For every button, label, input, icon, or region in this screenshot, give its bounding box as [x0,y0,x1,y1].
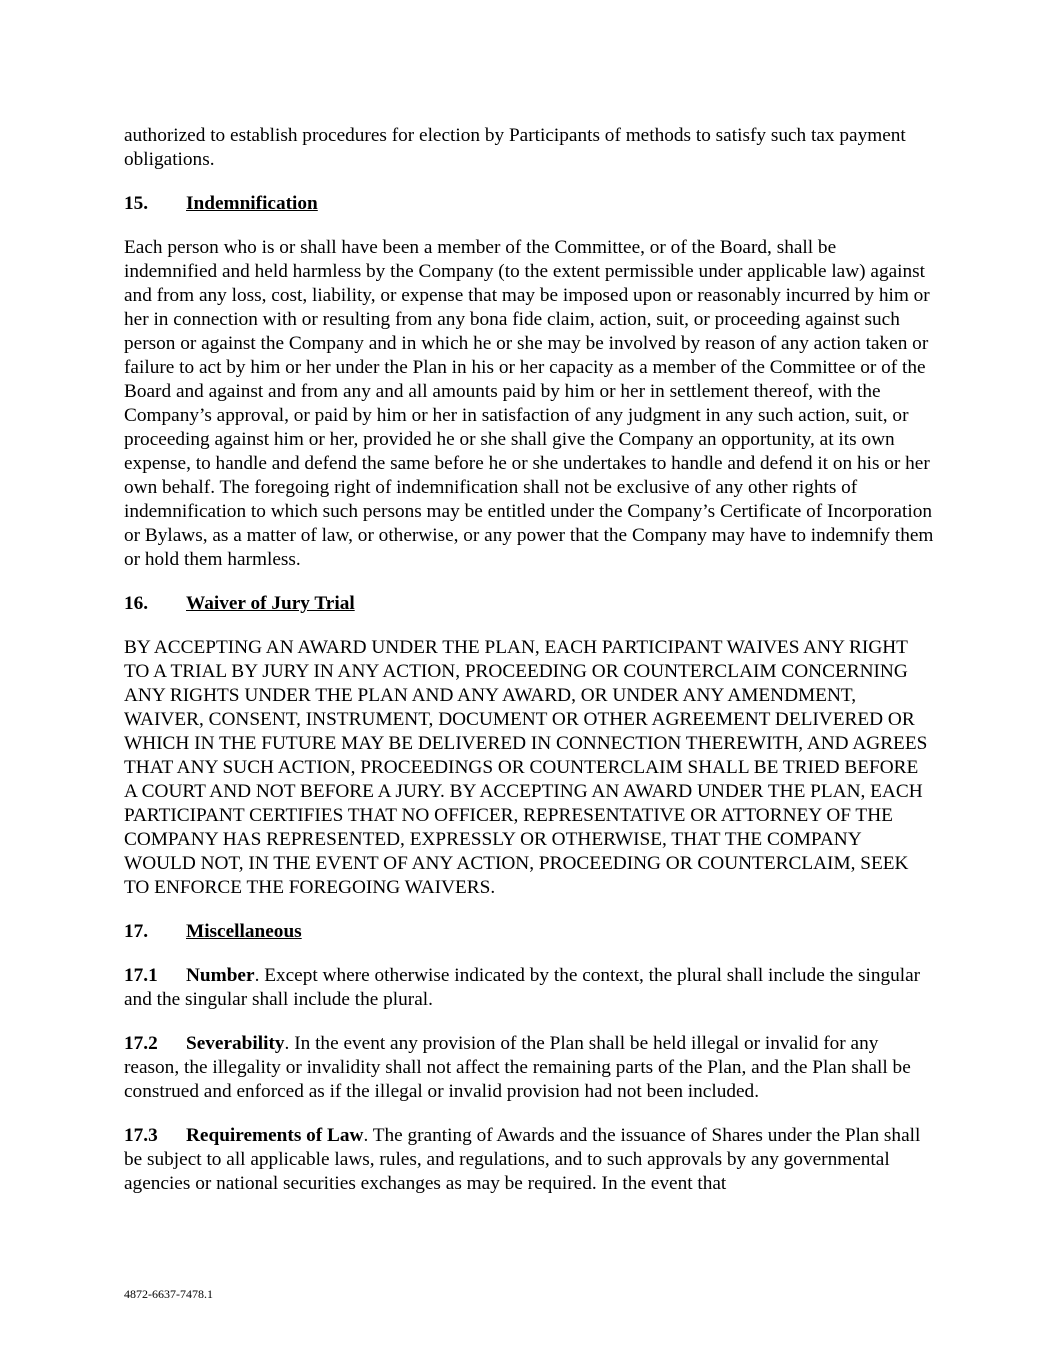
section-title: Miscellaneous [186,921,302,942]
subsection-17-3 [124,1124,934,1196]
continuation-paragraph: authorized to establish procedures for election by Participants of methods to satisfy such tax payment obligations. [124,125,906,170]
section-16-body: BY ACCEPTING AN AWARD UNDER THE PLAN, EACH PARTICIPANT WAIVES ANY RIGHT TO A TRIAL BY JURY IN ANY ACTION, PROCEEDING OR COUNTERCLAIM CONCERNING ANY RIGHTS UNDER THE PLAN AND ANY AWARD, OR UNDER ANY AMENDMENT, WAIVER, CONSENT, INSTRUMENT, DOCUMENT OR OTHER AGREEMENT DELIVERED OR WHICH IN THE FUTURE MAY BE DELIVERED IN CONNECTION THEREWITH, AND AGREES THAT ANY SUCH ACTION, PROCEEDINGS OR COUNTERCLAIM SHALL BE TRIED BEFORE A COURT AND NOT BEFORE A JURY. BY ACCEPTING AN AWARD UNDER THE PLAN, EACH PARTICIPANT CERTIFIES THAT NO OFFICER, REPRESENTATIVE OR ATTORNEY OF THE COMPANY HAS REPRESENTED, EXPRESSLY OR OTHERWISE, THAT THE COMPANY WOULD NOT, IN THE EVENT OF ANY ACTION, PROCEEDING OR COUNTERCLAIM, SEEK TO ENFORCE THE FOREGOING WAIVERS. [124,637,928,898]
subsection-17-1 [124,964,934,1012]
subsection-title: Severability [186,1033,285,1054]
section-number: 16. [124,593,149,614]
subsection-body: . In the event any provision of the Plan shall be held illegal or invalid for any reason, the illegality or invalidity shall not affect the remaining parts of the Plan, and the Plan shall be construed and enforced as if the illegal or invalid provision had not been included. [124,1033,911,1102]
document-page [124,124,934,1216]
subsection-title: Number [186,965,255,986]
subsection-17-2 [124,1032,934,1104]
subsection-title: Requirements of Law [186,1125,364,1146]
section-17-heading [124,920,934,944]
section-16-heading [124,592,934,616]
subsection-number: 17.2 [124,1033,158,1054]
section-number: 15. [124,193,149,214]
document-id-footer: 4872-6637-7478.1 [124,1287,213,1301]
subsection-number: 17.1 [124,965,158,986]
subsection-body: . Except where otherwise indicated by the context, the plural shall include the singular and the singular shall include the plural. [124,965,921,1010]
subsection-number: 17.3 [124,1125,158,1146]
section-title: Indemnification [186,193,318,214]
section-15-heading [124,192,934,216]
section-number: 17. [124,921,149,942]
section-15-body: Each person who is or shall have been a member of the Committee, or of the Board, shall be indemnified and held harmless by the Company (to the extent permissible under applicable law) against and from any loss, cost, liability, or expense that may be imposed upon or reasonably incurred by him or her in connection with or resulting from any bona fide claim, action, suit, or proceeding against such person or against the Company and in which he or she may be involved by reason of any action taken or failure to act by him or her under the Plan in his or her capacity as a member of the Committee or of the Board and against and from any and all amounts paid by him or her in settlement thereof, with the Company’s approval, or paid by him or her in satisfaction of any judgment in any such action, suit, or proceeding against him or her, provided he or she shall give the Company an opportunity, at its own expense, to handle and defend the same before he or she undertakes to handle and defend it on his or her own behalf. The foregoing right of indemnification shall not be exclusive of any other rights of indemnification to which such persons may be entitled under the Company’s Certificate of Incorporation or Bylaws, as a matter of law, or otherwise, or any power that the Company may have to indemnify them or hold them harmless. [124,237,934,570]
subsection-body: . The granting of Awards and the issuance of Shares under the Plan shall be subject to all applicable laws, rules, and regulations, and to such approvals by any governmental agencies or national securities exchanges as may be required. In the event that [124,1125,921,1194]
section-title: Waiver of Jury Trial [186,593,355,614]
